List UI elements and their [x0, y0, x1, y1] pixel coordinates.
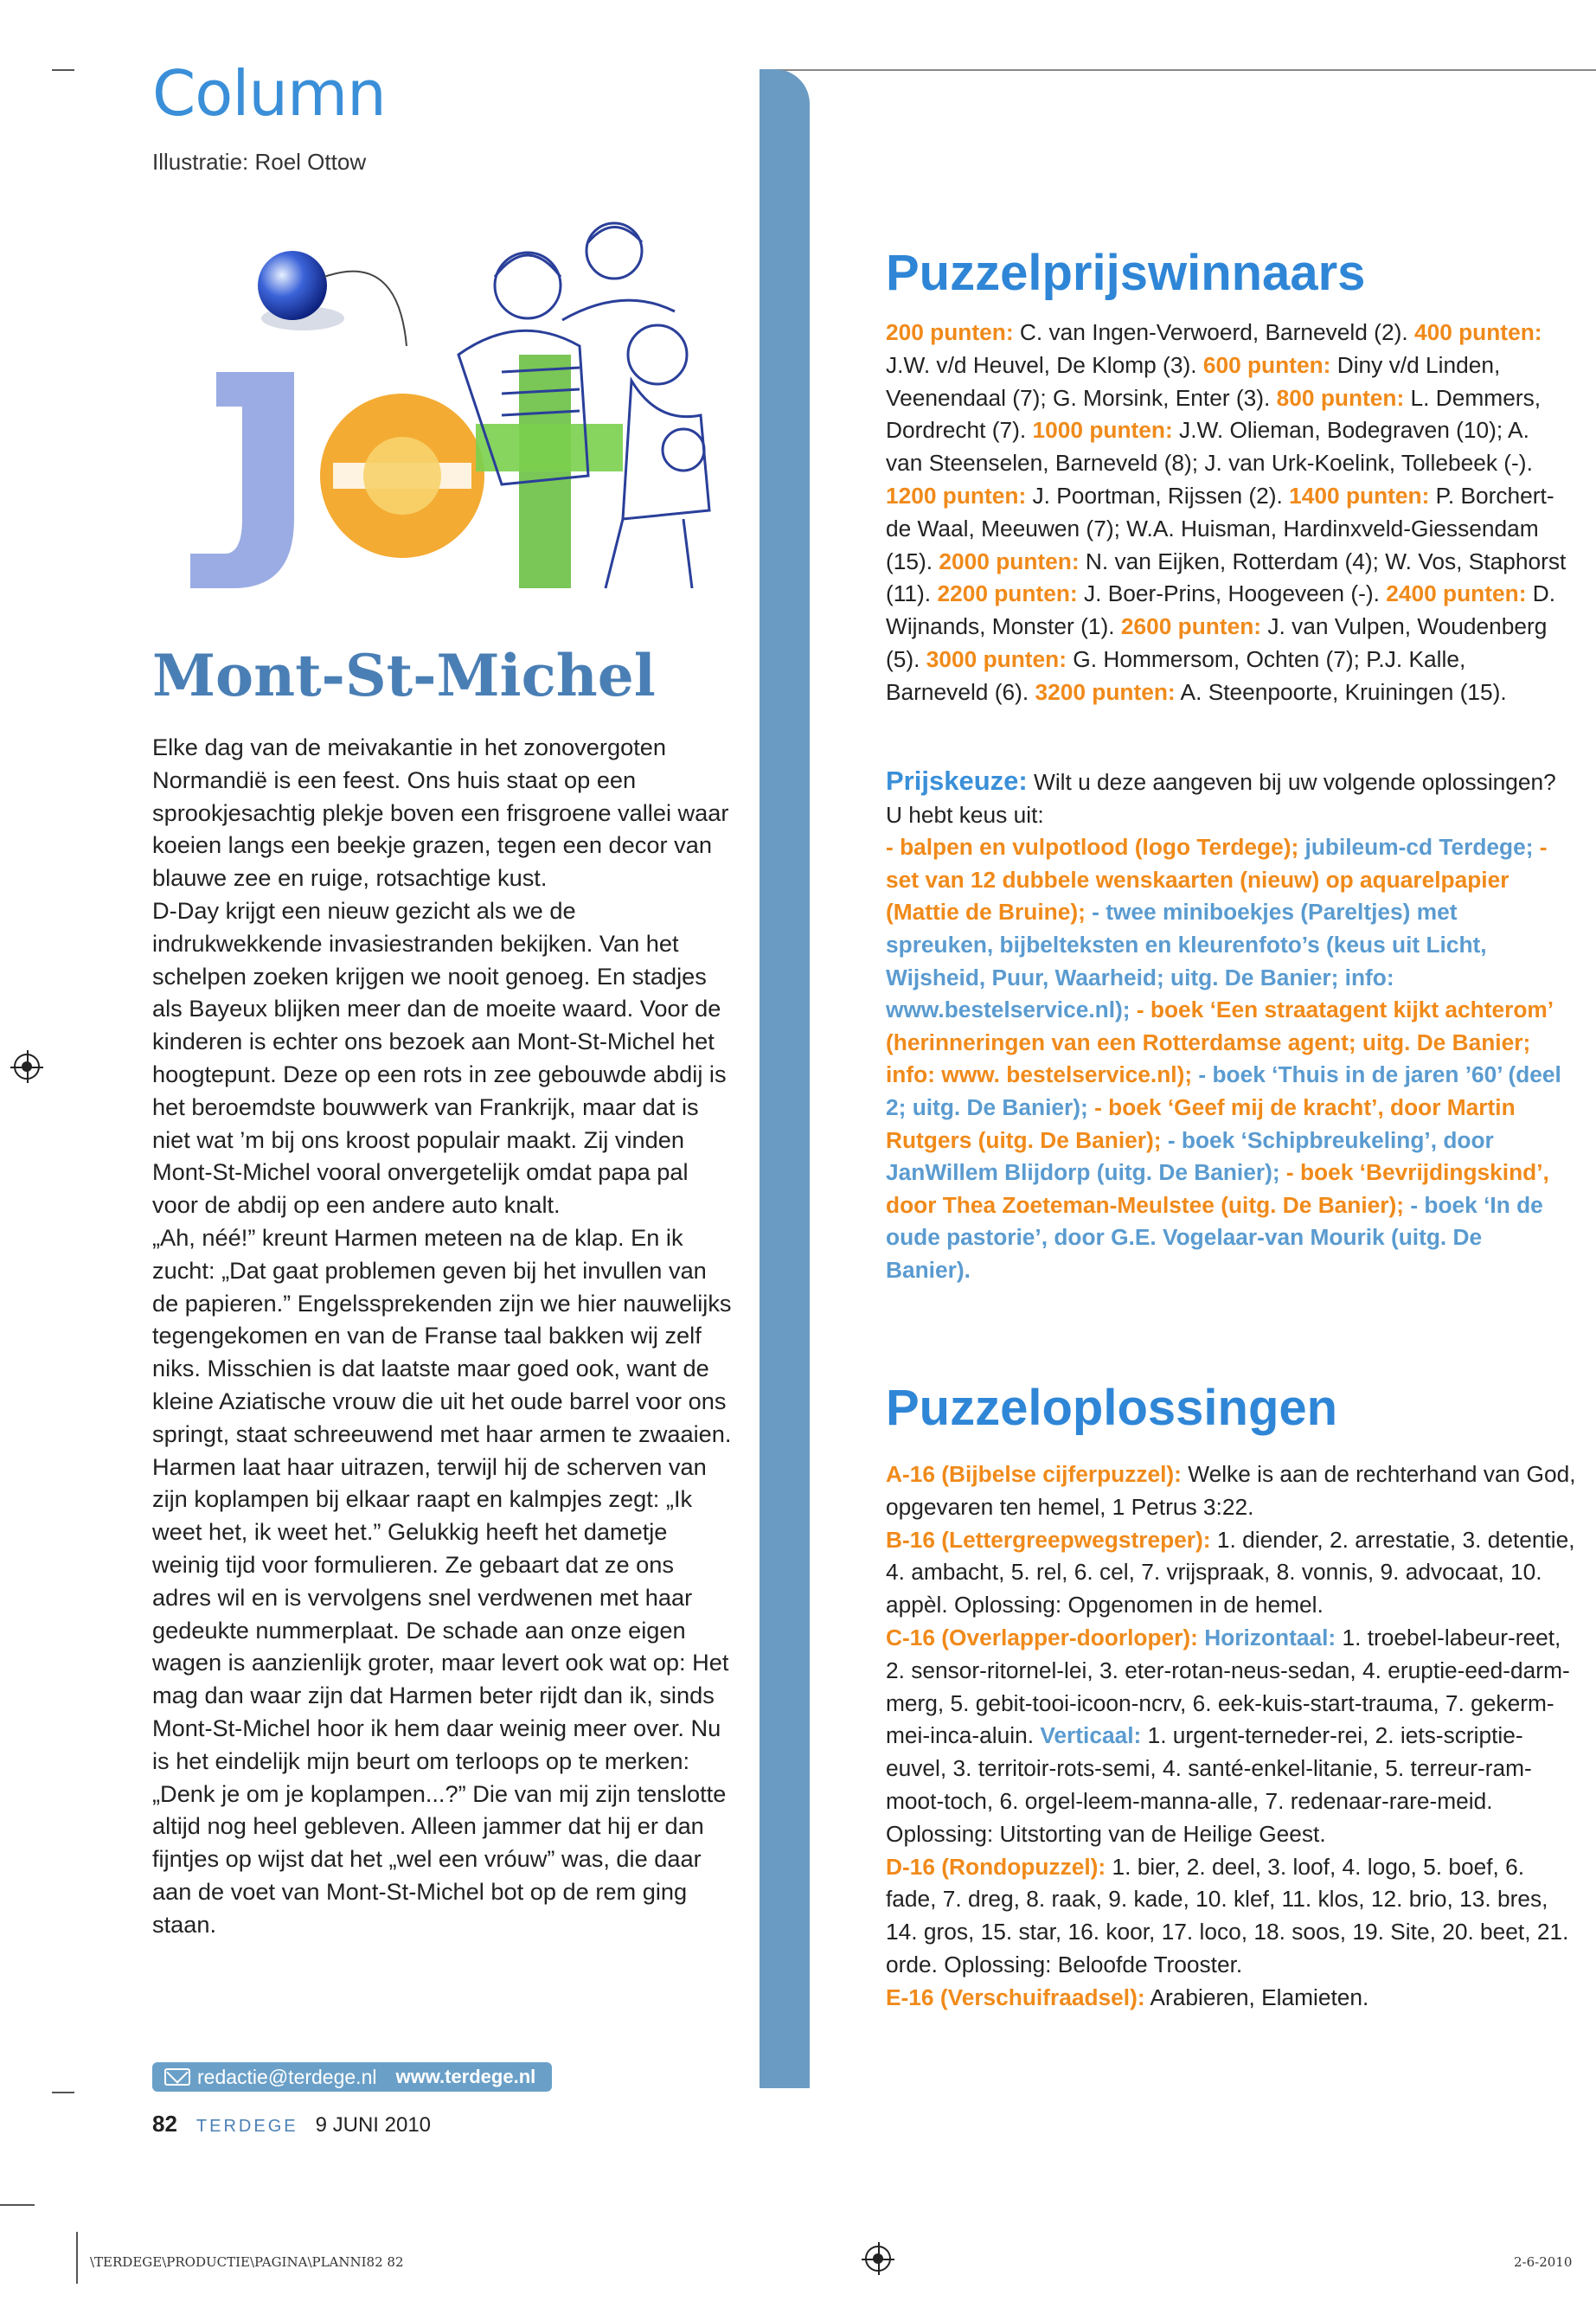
prize-item: - twee miniboekjes (Pareltjes) met spreuken, bijbelteksten en kleurenfoto’s (keus uit Licht, Wijsheid, Puur, Waarheid; uitg. De Banier; info: www.bestelservice.nl);	[886, 899, 1487, 1023]
winner-names: J.W. Olieman, Bodegraven (10); A. van Steenselen, Barneveld (8); J. van Urk-Koelink, Tollebeek (-).	[886, 417, 1533, 477]
winner-names: Diny v/d Linden, Veenendaal (7); G. Morsink, Enter (3).	[886, 351, 1501, 411]
jet-illustration	[173, 216, 727, 614]
solution-label: D-16 (Rondopuzzel):	[886, 1853, 1106, 1880]
winner-names: J.W. v/d Heuvel, De Klomp (3).	[886, 351, 1203, 378]
points-label: 2600 punten:	[1120, 613, 1262, 640]
crop-mark	[52, 2092, 74, 2093]
points-label: 3200 punten:	[1035, 678, 1176, 705]
winner-names: J. Poortman, Rijssen (2).	[1026, 482, 1290, 509]
solution-text: Welke is aan de rechterhand van God, opgevaren ten hemel, 1 Petrus 3:22.	[886, 1461, 1576, 1520]
winner-names: N. van Eijken, Rotterdam (4); W. Vos, Staphorst (11).	[886, 548, 1567, 607]
solution-text: Arabieren, Elamieten.	[1144, 1984, 1369, 2010]
solution-sublabel: Horizontaal:	[1197, 1624, 1336, 1650]
prize-item: - set van 12 dubbele wenskaarten (nieuw) op aquarelpapier (Mattie de Bruine);	[886, 834, 1548, 926]
solution-sublabel: Verticaal:	[1040, 1722, 1142, 1749]
prize-items	[886, 834, 1561, 1283]
prize-choice	[886, 765, 1569, 1287]
solution-text: 1. diender, 2. arrestatie, 3. detentie, 4. ambacht, 5. rel, 6. cel, 7. vrijspraak, 8. vonnis, 9. advocaat, 10. appèl. Oplossing: Opgenomen in de hemel.	[886, 1526, 1575, 1618]
winner-names: G. Hommersom, Ochten (7); P.J. Kalle, Barneveld (6).	[886, 645, 1466, 705]
solution-label: E-16 (Verschuifraadsel):	[886, 1984, 1145, 2010]
winner-names: A. Steenpoorte, Kruiningen (15).	[1175, 678, 1507, 705]
top-rule	[760, 69, 1596, 71]
column-title: Column	[152, 57, 386, 130]
prize-item: - boek ‘Schipbreukeling’, door JanWillem Blijdorp (uitg. De Banier);	[886, 1126, 1494, 1186]
crop-mark	[0, 2204, 35, 2206]
illustration-credit: Illustratie: Roel Ottow	[152, 149, 367, 175]
points-label: 3000 punten:	[926, 645, 1067, 672]
contact-bar	[152, 2062, 552, 2092]
contact-website[interactable]: www.terdege.nl	[395, 2066, 536, 2087]
prize-item: - boek ‘Een straatagent kijkt achterom’ (herinneringen van een Rotterdamse agent; uitg. De Banier; info: www. bestelservice.nl);	[886, 997, 1553, 1088]
print-date: 2-6-2010	[1514, 2254, 1573, 2270]
points-label: 200 punten:	[886, 319, 1014, 345]
issue-date: 9 JUNI 2010	[315, 2113, 432, 2137]
prize-item: jubileum-cd Terdege;	[1304, 834, 1540, 861]
print-path: \TERDEGE\PRODUCTIE\PAGINA\PLANNI82 82	[90, 2254, 404, 2270]
magazine-name: TERDEGE	[195, 2117, 298, 2136]
winner-names: C. van Ingen-Verwoerd, Barneveld (2).	[1013, 319, 1414, 345]
solution-label: A-16 (Bijbelse cijferpuzzel):	[886, 1461, 1182, 1487]
prize-item: - boek ‘Geef mij de kracht’, door Martin Rutgers (uitg. De Banier);	[886, 1093, 1516, 1153]
ball-icon	[258, 251, 327, 320]
prize-item: - boek ‘Bevrijdingskind’, door Thea Zoeteman-Meulstee (uitg. De Banier);	[886, 1159, 1549, 1218]
winner-names: J. Boer-Prins, Hoogeveen (-).	[1077, 580, 1387, 607]
winner-names: J. van Vulpen, Woudenberg (5).	[886, 613, 1548, 672]
folio	[152, 2111, 431, 2138]
prize-choice-intro: Wilt u deze aangeven bij uw volgende oplossingen? U hebt keus uit:	[886, 769, 1556, 828]
points-label: 2200 punten:	[937, 580, 1078, 607]
prize-item: - boek ‘In de oude pastorie’, door G.E. Vogelaar-van Mourik (uitg. De Banier).	[886, 1191, 1543, 1283]
article-paragraph: D-Day krijgt een nieuw gezicht als we de indrukwekkende invasiestranden bekijken. Van het schelpen zoeken krijgen we nooit genoeg. En stadjes als Bayeux blijken meer dan de moeite waard. Voor de kinderen is echter ons bezoek aan Mont-St-Michel het hoogtepunt. Deze op een rots in zee gebouwde abdij is het beroemdste bouwwerk van Frankrijk, maar dat is niet wat ’m bij ons kroost populair maakt. Zij vinden Mont-St-Michel vooral onvergetelijk omdat papa pal voor de abdij op een andere auto knalt.	[152, 896, 727, 1219]
family-drawing	[458, 223, 709, 588]
crop-mark	[76, 2232, 78, 2284]
solution-label: B-16 (Lettergreepwegstreper):	[886, 1526, 1211, 1553]
prize-item: - balpen en vulpotlood (logo Terdege);	[886, 834, 1305, 861]
points-label: 2400 punten:	[1386, 580, 1527, 607]
winner-names: P. Borchert-de Waal, Meeuwen (7); W.A. Huisman, Hardinxveld-Giessendam (15).	[886, 482, 1554, 574]
registration-mark-icon	[865, 2246, 891, 2272]
blue-side-bar	[760, 69, 810, 2088]
solution-label: C-16 (Overlapper-doorloper):	[886, 1624, 1198, 1650]
registration-mark-icon	[14, 1054, 40, 1080]
prize-item: - boek ‘Thuis in de jaren ’60’ (deel 2; uitg. De Banier);	[886, 1061, 1561, 1120]
jet-logo-graphic	[173, 216, 727, 614]
points-label: 600 punten:	[1202, 351, 1331, 378]
article-body	[152, 731, 732, 1940]
winner-names: L. Demmers, Dordrecht (7).	[886, 384, 1542, 444]
winner-names: D. Wijnands, Monster (1).	[886, 580, 1556, 640]
points-label: 400 punten:	[1413, 319, 1542, 345]
solutions-title: Puzzeloplossingen	[886, 1380, 1338, 1436]
points-label: 1000 punten:	[1032, 417, 1173, 444]
points-label: 1400 punten:	[1289, 482, 1430, 509]
solutions-text	[886, 1458, 1578, 2015]
winners-title: Puzzelprijswinnaars	[886, 245, 1366, 301]
points-label: 1200 punten:	[886, 482, 1027, 509]
solution-text: 1. bier, 2. deel, 3. loof, 4. logo, 5. boef, 6. fade, 7. dreg, 8. raak, 9. kade, 10. klef, 11. klos, 12. brio, 13. bres, 14. gros, 15. star, 16. koor, 17. loco, 18. soos, 19. Site, 20. beet, 21. orde. Oplossing: Beloofde Trooster.	[886, 1853, 1569, 1977]
crop-mark	[52, 69, 74, 71]
points-label: 2000 punten:	[939, 548, 1080, 574]
solution-text: 1. troebel-labeur-reet, 2. sensor-ritornel-lei, 3. eter-rotan-neus-sedan, 4. eruptie-eed-darm-merg, 5. gebit-tooi-icoon-ncrv, 6. eek-kuis-start-trauma, 7. gekerm-mei-inca-aluin.	[886, 1624, 1570, 1749]
prize-choice-label: Prijskeuze:	[886, 766, 1028, 796]
article-title: Mont-St-Michel	[152, 642, 656, 709]
solution-text: 1. urgent-terneder-rei, 2. iets-scriptie-euvel, 3. territoir-rots-semi, 4. santé-enkel-litanie, 5. terreur-ram-moot-toch, 6. orgel-leem-manna-alle, 7. redenaar-rare-meid. Oplossing: Uitstorting van de Heilige Geest.	[886, 1722, 1532, 1847]
contact-email[interactable]: redactie@terdege.nl	[197, 2065, 377, 2088]
mail-icon	[164, 2068, 190, 2086]
winners-list	[886, 317, 1569, 709]
article-paragraph: Elke dag van de meivakantie in het zonovergoten Normandië is een feest. Ons huis staat op een sprookjesachtig plekje boven een frisgroene vallei waar koeien langs een beekje grazen, tegen een decor van blauwe zee en ruige, rotsachtige kust.	[152, 734, 729, 892]
page-number: 82	[152, 2111, 177, 2137]
article-paragraph: „Ah, néé!” kreunt Harmen meteen na de klap. En ik zucht: „Dat gaat problemen geven bij het invullen van de papieren.” Engelssprekenden zijn we hier nauwelijks tegengekomen en van de Franse taal bakken wij zelf niks. Misschien is dat laatste maar goed ook, want de kleine Aziatische vrouw die uit het oude barrel voor ons springt, staat schreeuwend met haar armen te zwaaien. Harmen laat haar uitrazen, terwijl hij de scherven van zijn koplampen bij elkaar raapt en kalmpjes zegt: „Ik weet het, ik weet het.” Gelukkig heeft het dametje weinig tijd voor formulieren. Ze gebaart dat ze ons adres wil en is vervolgens snel verdwenen met haar gedeukte nummerplaat. De schade aan onze eigen wagen is aanzienlijk groter, maar levert ook wat op: Het mag dan waar zijn dat Harmen beter rijdt dan ik, sinds Mont-St-Michel hoor ik hem daar weinig meer over. Nu is het eindelijk mijn beurt om terloops op te merken: „Denk je om je koplampen...?” Die van mij zijn tenslotte altijd nog heel gebleven. Alleen jammer dat hij er dan fijntjes op wijst dat het „wel een vróuw” was, die daar aan de voet van Mont-St-Michel bot op de rem ging staan.	[152, 1223, 732, 1938]
points-label: 800 punten:	[1276, 384, 1405, 411]
